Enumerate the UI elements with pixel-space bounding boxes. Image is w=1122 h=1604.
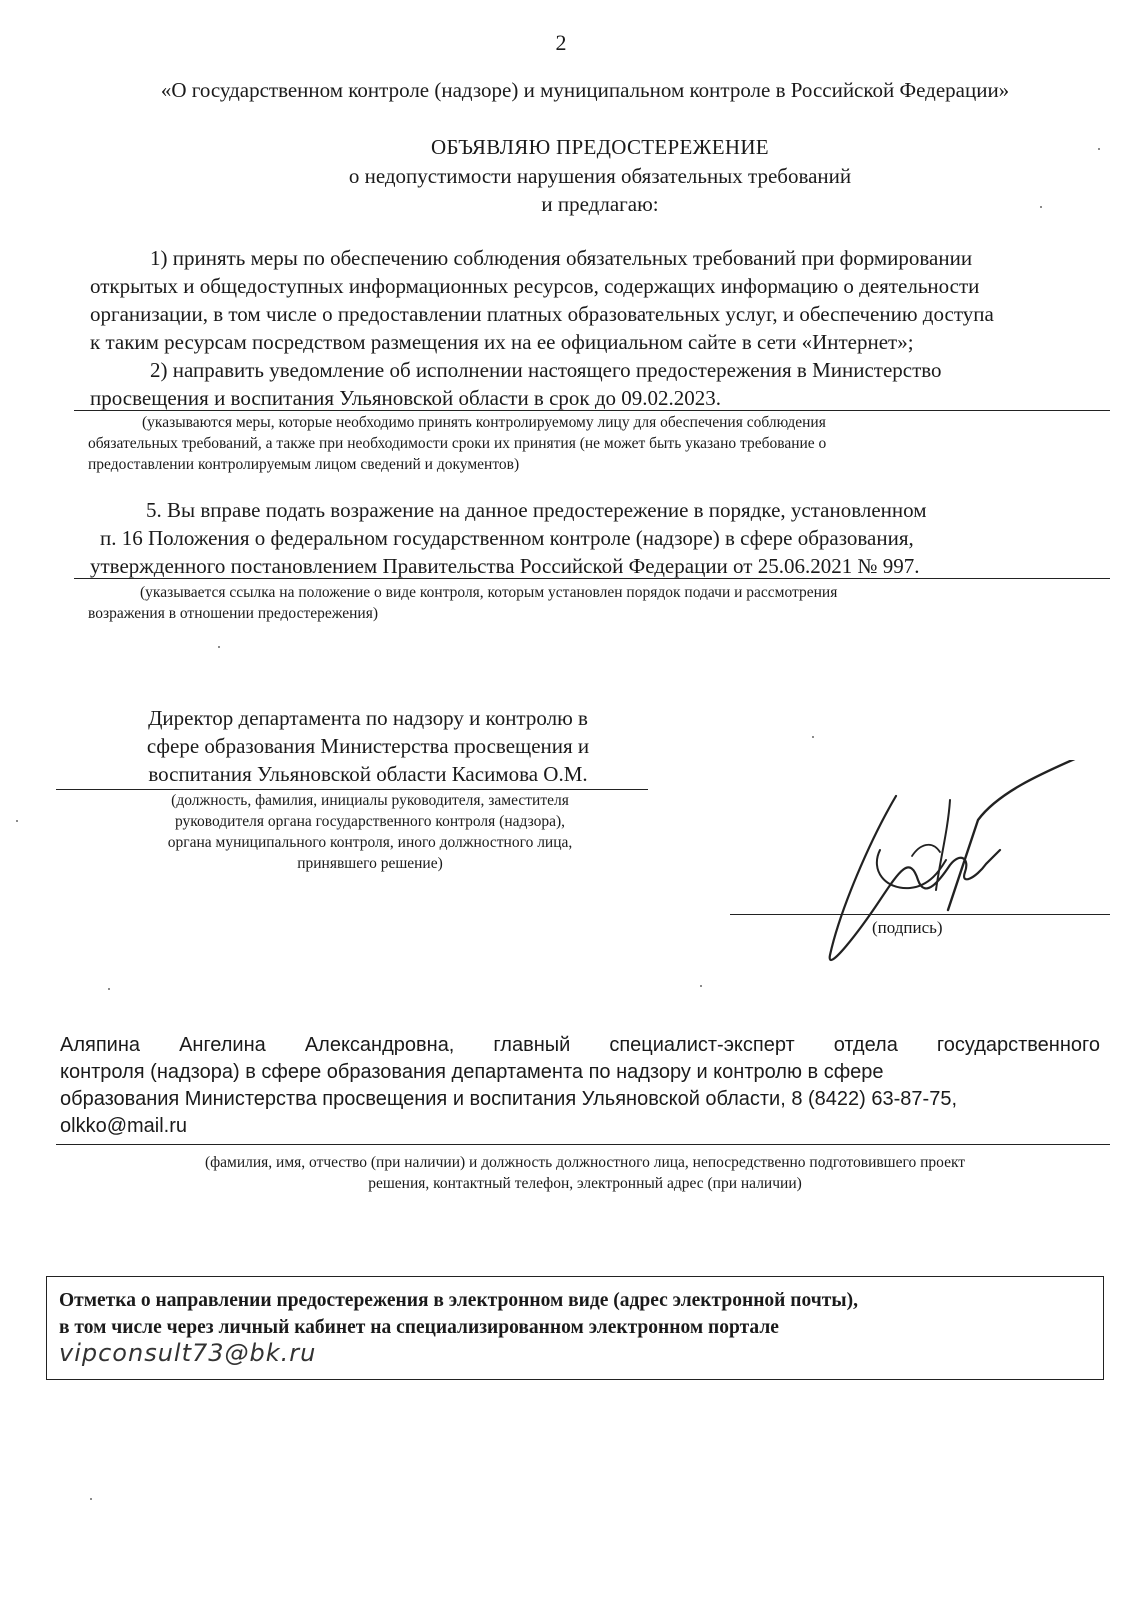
position-line: воспитания Ульяновской области Касимова О.М. <box>148 762 588 786</box>
note-line: (указываются меры, которые необходимо принять контролируемому лицу для обеспечения соблюдения <box>142 414 826 431</box>
prepared-underline <box>56 1144 1110 1145</box>
document-heading: ОБЪЯВЛЯЮ ПРЕДОСТЕРЕЖЕНИЕ <box>431 135 769 159</box>
note-line: (должность, фамилия, инициалы руководителя, заместителя <box>171 792 569 809</box>
document-subheading-1: о недопустимости нарушения обязательных требований <box>348 164 852 188</box>
position-line: сфере образования Министерства просвещения и <box>146 734 590 758</box>
mark-line: в том числе через личный кабинет на специализированном электронном портале <box>59 1317 779 1338</box>
objection-note <box>88 582 1112 624</box>
scan-speck <box>16 820 18 822</box>
handwritten-signature <box>800 760 1100 980</box>
official-note <box>60 790 680 874</box>
electronic-mark-box <box>46 1276 1104 1380</box>
objection-underline <box>74 578 1110 579</box>
scan-speck <box>1040 206 1042 208</box>
scan-speck <box>812 736 814 738</box>
measures-line: 1) принять меры по обеспечению соблюдения обязательных требований при формировании <box>150 246 973 270</box>
page-number: 2 <box>555 30 567 55</box>
prepared-line: контроля (надзора) в сфере образования департамента по надзору и контролю в сфере <box>60 1061 884 1083</box>
scan-speck <box>108 988 110 990</box>
law-name: «О государственном контроле (надзоре) и муниципальном контроле в Российской Федерации» <box>160 78 1010 102</box>
prepared-email: olkko@mail.ru <box>60 1115 188 1137</box>
electronic-mark-title <box>59 1287 1089 1341</box>
document-subheading-2: и предлагаю: <box>541 192 659 216</box>
scan-speck <box>90 1498 92 1500</box>
note-line: решения, контактный телефон, электронный адрес (при наличии) <box>368 1175 802 1192</box>
note-line: обязательных требований, а также при необходимости сроки их принятия (не может быть указано требование о <box>88 435 827 452</box>
prepared-by <box>60 1032 1100 1140</box>
prepared-line: образования Министерства просвещения и воспитания Ульяновской области, 8 (8422) 63-87-75, <box>60 1088 958 1110</box>
objection-line: п. 16 Положения о федеральном государственном контроле (надзоре) в сфере образования, <box>100 526 914 550</box>
mark-line: Отметка о направлении предостережения в электронном виде (адрес электронной почты), <box>59 1290 858 1311</box>
prepared-line: Аляпина Ангелина Александровна, главный специалист-эксперт отдела государственного <box>60 1034 1100 1056</box>
note-line: (фамилия, имя, отчество (при наличии) и должность должностного лица, непосредственно подготовившего проект <box>204 1154 966 1171</box>
scan-speck <box>700 985 702 987</box>
note-line: (указывается ссылка на положение о виде контроля, которым установлен порядок подачи и рассмотрения <box>140 584 838 601</box>
note-line: возражения в отношении предостережения) <box>88 605 378 622</box>
measures-line: к таким ресурсам посредством размещения их на ее официальном сайте в сети «Интернет»; <box>90 330 914 354</box>
signature-label: (подпись) <box>872 918 943 937</box>
note-line: предоставлении контролируемым лицом сведений и документов) <box>88 456 520 473</box>
measures-paragraph <box>90 244 1112 412</box>
objection-paragraph <box>90 496 1112 580</box>
measures-line: 2) направить уведомление об исполнении настоящего предостережения в Министерство <box>150 358 942 382</box>
note-line: руководителя органа государственного контроля (надзора), <box>174 813 566 830</box>
objection-line: утвержденного постановлением Правительства Российской Федерации от 25.06.2021 № 997. <box>90 554 920 578</box>
official-position <box>88 704 648 788</box>
measures-line: просвещения и воспитания Ульяновской области в срок до 09.02.2023. <box>90 386 722 410</box>
measures-note <box>88 412 1112 475</box>
electronic-mark-email: vipconsult73@bk.ru <box>59 1339 317 1367</box>
measures-line: открытых и общедоступных информационных ресурсов, содержащих информацию о деятельности <box>90 274 980 298</box>
position-line: Директор департамента по надзору и контролю в <box>148 706 588 730</box>
scan-speck <box>1098 148 1100 150</box>
note-line: принявшего решение) <box>297 855 443 872</box>
measures-underline <box>74 410 1110 411</box>
scan-speck <box>218 646 220 648</box>
objection-line: 5. Вы вправе подать возражение на данное предостережение в порядке, установленном <box>146 498 927 522</box>
prepared-note <box>60 1152 1110 1194</box>
signature-line <box>730 914 1110 915</box>
note-line: органа муниципального контроля, иного должностного лица, <box>167 834 573 851</box>
measures-line: организации, в том числе о предоставлении платных образовательных услуг, и обеспечению доступа <box>90 302 994 326</box>
